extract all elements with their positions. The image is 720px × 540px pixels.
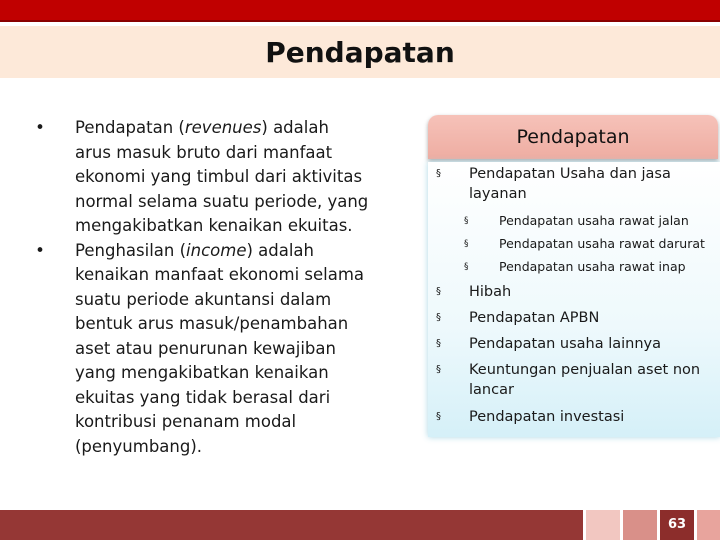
slide-title: Pendapatan (265, 35, 455, 69)
card-item-label: Keuntungan penjualan aset non lancar (469, 362, 701, 398)
bullet-dot-icon: • (35, 240, 45, 260)
definition-text: Penghasilan (income) adalah kenaikan manfaat ekonomi selama suatu periode akuntansi dalam bentuk arus masuk/penambahan aset atau penurunan kewajiban yang mengakibatkan kenaikan ekuitas yang tidak berasal dari kontribusi penanam modal (penyumbang). (75, 240, 365, 456)
card-subitem-label: Pendapatan usaha rawat inap (499, 259, 686, 274)
card-item-label: Pendapatan Usaha dan jasa layanan (469, 166, 671, 202)
card-body (428, 162, 720, 437)
footer-bar (0, 510, 720, 540)
card-header: Pendapatan (428, 115, 718, 159)
footer-end-block (697, 510, 720, 540)
definitions-list (30, 116, 370, 459)
square-bullet-icon: § (436, 312, 441, 323)
definition-revenues (30, 116, 370, 239)
page-number: 63 (660, 510, 694, 540)
top-accent-bar (0, 0, 720, 22)
card-item-label: Pendapatan investasi (469, 409, 625, 425)
square-bullet-icon: § (436, 286, 441, 297)
square-bullet-icon: § (436, 364, 441, 375)
square-bullet-icon: § (464, 216, 469, 226)
definition-income (30, 239, 370, 460)
title-band (0, 26, 720, 78)
footer-light-block (586, 510, 620, 540)
card-item-label: Pendapatan usaha lainnya (469, 336, 661, 352)
square-bullet-icon: § (464, 262, 469, 272)
card-subitem-label: Pendapatan usaha rawat jalan (499, 213, 689, 228)
footer-dark-block (0, 510, 583, 540)
card-item-label: Hibah (469, 284, 512, 300)
square-bullet-icon: § (464, 239, 469, 249)
square-bullet-icon: § (436, 411, 441, 422)
bullet-dot-icon: • (35, 118, 45, 137)
top-accent-line (0, 20, 720, 22)
square-bullet-icon: § (436, 338, 441, 349)
definition-text: Pendapatan (revenues) adalah arus masuk bruto dari manfaat ekonomi yang timbul dari aktivitas normal selama suatu periode, yang mengakibatkan kenaikan ekuitas. (75, 118, 369, 235)
footer-mid-block (623, 510, 657, 540)
square-bullet-icon: § (436, 168, 441, 179)
pendapatan-card (428, 115, 720, 437)
card-item-label: Pendapatan APBN (469, 310, 600, 326)
card-subitem-label: Pendapatan usaha rawat darurat (499, 236, 705, 251)
